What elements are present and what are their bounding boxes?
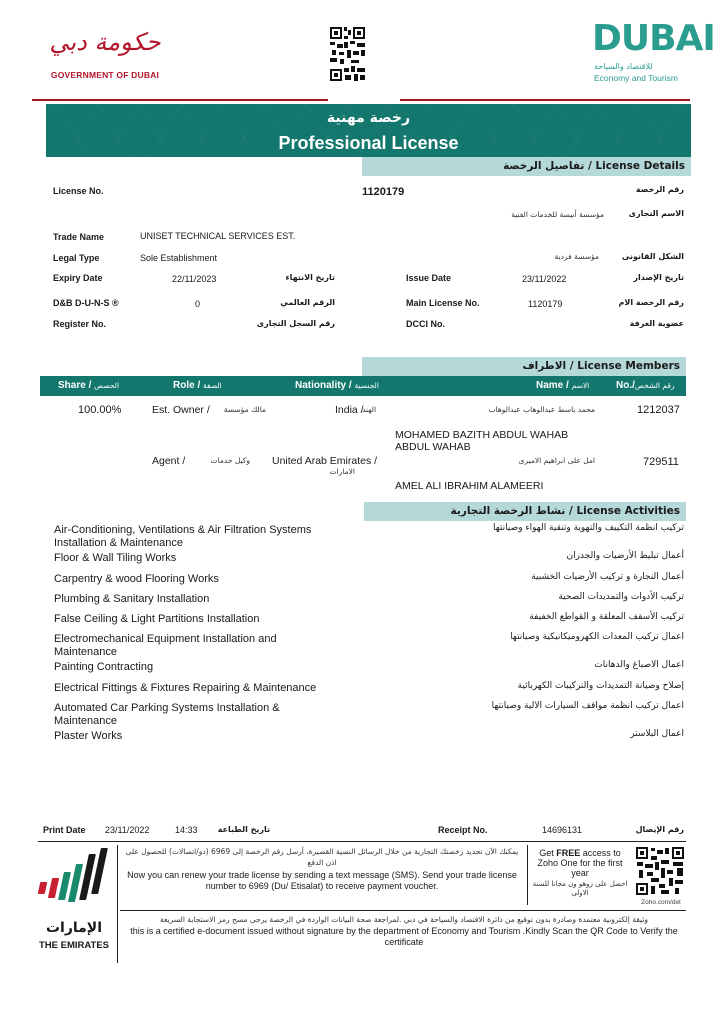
main-license-value: 1120179 xyxy=(528,299,563,309)
member-share: 100.00% xyxy=(78,404,122,416)
duns-label-ar: الرقم العالمي xyxy=(280,298,335,307)
activity-item-ar: اعمال الاصباغ والدهانات xyxy=(594,660,684,670)
register-no-label-ar: رقم السجل التجارى xyxy=(256,319,335,328)
gov-logo-english: GOVERNMENT OF DUBAI xyxy=(50,70,160,80)
issue-date-label-ar: تاريخ الإصدار xyxy=(633,273,684,282)
member-name-ar: امل على ابراهيم الاميرى xyxy=(518,456,595,465)
issue-date-value: 23/11/2022 xyxy=(522,274,567,284)
legal-type-label-ar: الشكل القانونى xyxy=(621,252,684,261)
dcci-no-label: DCCI No. xyxy=(406,319,445,329)
dubai-economy-tourism-logo xyxy=(590,18,715,83)
column-role xyxy=(173,380,222,391)
column-no-en: No./ xyxy=(616,380,635,391)
expiry-date-label-ar: تاريخ الانتهاء xyxy=(285,273,335,282)
footer-divider-vertical xyxy=(117,845,118,963)
header-divider-left xyxy=(32,99,328,101)
column-share xyxy=(58,380,119,391)
zoho-free: FREE xyxy=(556,848,581,858)
issue-date-label: Issue Date xyxy=(406,273,452,283)
license-no-value: 1120179 xyxy=(362,186,405,198)
duns-value: 0 xyxy=(195,299,201,309)
legal-type-value-ar: مؤسسة فردية xyxy=(554,252,599,261)
receipt-no-label-ar: رقم الإيصال xyxy=(635,825,684,834)
activity-item-en: Plumbing & Sanitary Installation xyxy=(54,593,210,605)
trade-name-value: UNISET TECHNICAL SERVICES EST. xyxy=(140,231,296,241)
activity-item-en: False Ceiling & Light Partitions Installation xyxy=(54,613,260,625)
certified-notice-english: this is a certified e-document issued without signature by the department of Economy and Tourism .Kindly Scan the QR Code to Verify the certificate xyxy=(130,926,678,947)
zoho-text-1: Get xyxy=(539,848,557,858)
member-nationality-en: India / xyxy=(335,404,364,416)
column-role-en: Role / xyxy=(173,380,204,391)
member-person-no: 1212037 xyxy=(637,404,680,416)
license-activities-title: License Activities / نشاط الرخصة التجارية xyxy=(450,505,680,517)
register-no-label: Register No. xyxy=(53,319,107,329)
column-person-no xyxy=(616,380,675,391)
print-date-value: 23/11/2022 xyxy=(105,825,150,835)
qr-code-icon xyxy=(329,24,366,84)
print-date-label: Print Date xyxy=(43,825,86,835)
main-license-label-ar: رقم الرخصة الام xyxy=(618,298,684,307)
member-name-ar: محمد باسط عبدالوهاب عبدالوهاب xyxy=(488,405,595,414)
renew-sms-english: Now you can renew your trade license by sending a text message (SMS). Send your trade license number to 6969 (Du/ Etisalat) to receive payment voucher. xyxy=(127,870,517,891)
license-no-label: License No. xyxy=(53,186,104,196)
column-name xyxy=(536,380,589,391)
activity-item-ar: تركيب انظمة التكييف والتهوية وتنقية الهواء وصيانتها xyxy=(493,523,684,533)
print-date-label-ar: تاريخ الطباعة xyxy=(217,825,270,834)
zoho-qr-code-icon[interactable] xyxy=(635,846,685,896)
column-nationality xyxy=(295,380,379,391)
header-divider-right xyxy=(400,99,690,101)
member-role-ar: مالك مؤسسة xyxy=(223,405,266,414)
dubai-logo-word: DUBAI xyxy=(592,18,715,59)
expiry-date-label: Expiry Date xyxy=(53,273,103,283)
zoho-promo-text[interactable] xyxy=(532,848,628,878)
activity-item-en: Automated Car Parking Systems Installation & Maintenance xyxy=(54,702,280,727)
duns-label: D&B D-U-N-S ® xyxy=(53,298,119,308)
activity-item-en: Plaster Works xyxy=(54,730,123,742)
trade-name-label-ar: الاسم التجارى xyxy=(628,209,684,218)
dcci-no-label-ar: عضوية الغرفة xyxy=(629,319,684,328)
column-share-ar: الحصص xyxy=(94,381,120,390)
member-role-ar: وكيل خدمات xyxy=(210,456,250,465)
activity-item-ar: إصلاح وصيانة التمديدات والتركيبات الكهربائية xyxy=(517,681,684,691)
title-english: Professional License xyxy=(278,133,459,153)
activity-item-en: Floor & Wall Tiling Works xyxy=(54,552,177,564)
activity-item-ar: أعمال النجارة و تركيب الأرضيات الخشبية xyxy=(531,572,684,582)
column-share-en: Share / xyxy=(58,380,95,391)
dubai-logo-english: Economy and Tourism xyxy=(594,73,678,83)
column-nationality-ar: الجنسية xyxy=(354,381,379,390)
license-title-banner xyxy=(46,104,691,157)
emirates-bar-red xyxy=(38,882,48,894)
column-name-en: Name / xyxy=(536,380,572,391)
trade-name-label: Trade Name xyxy=(53,232,105,242)
license-details-header xyxy=(362,157,691,176)
activity-item-en: Electromechanical Equipment Installation and Maintenance xyxy=(54,633,277,658)
member-name-en: AMEL ALI IBRAHIM ALAMEERI xyxy=(395,480,544,492)
legal-type-value: Sole Establishment xyxy=(140,253,218,263)
zoho-promo-arabic: احصل على زوهو ون مجانا للسنة الاولى xyxy=(532,880,628,897)
members-table-header xyxy=(40,376,686,396)
license-members-title: License Members / الاطراف xyxy=(522,360,680,372)
dubai-logo-arabic: للاقتصاد والسياحة xyxy=(594,62,653,71)
main-license-label: Main License No. xyxy=(406,298,480,308)
the-emirates-logo xyxy=(36,848,112,958)
activity-item-ar: أعمال تبليط الأرضيات والجدران xyxy=(566,551,684,561)
activity-item-ar: اعمال تركيب انظمة مواقف السيارات الالية وصيانتها xyxy=(491,701,684,711)
certified-notice-arabic: وثيقة إلكترونية معتمدة وصادرة بدون توقيع من دائرة الاقتصاد والسياحة في دبي .لمراجعة صحة البيانات الواردة في الرخصة يرجى مسح رمز الاستجابة السريعة xyxy=(160,915,648,924)
expiry-date-value: 22/11/2023 xyxy=(172,274,217,284)
emirates-logo-english: THE EMIRATES xyxy=(38,940,110,951)
column-role-ar: الصفة xyxy=(203,381,222,390)
column-nationality-en: Nationality / xyxy=(295,380,355,391)
footer-divider-zoho xyxy=(527,845,528,905)
activity-item-en: Electrical Fittings & Fixtures Repairing & Maintenance xyxy=(54,682,317,694)
member-person-no: 729511 xyxy=(643,456,679,468)
gov-logo-arabic: حكومة دبي xyxy=(49,28,161,56)
receipt-no-value: 14696131 xyxy=(542,825,583,835)
footer-divider-top xyxy=(38,841,686,842)
activity-item-ar: تركيب الأسقف المعلقة و القواطع الخفيفة xyxy=(529,612,684,622)
license-no-label-ar: رقم الرخصة xyxy=(635,185,684,194)
trade-name-value-ar: مؤسسة أنيسة للخدمات الفنية xyxy=(511,210,604,219)
member-nationality-en: United Arab Emirates / xyxy=(272,455,378,467)
activity-item-ar: اعمال تركيب المعدات الكهروميكانيكية وصيانتها xyxy=(510,632,684,642)
member-nationality-ar: الامارات xyxy=(329,467,355,476)
column-name-ar: الاسم xyxy=(571,381,590,390)
license-activities-header xyxy=(364,502,686,521)
government-of-dubai-logo xyxy=(40,28,170,83)
footer-divider-middle xyxy=(120,910,686,911)
print-time-value: 14:33 xyxy=(175,825,198,835)
activity-item-en: Air-Conditioning, Ventilations & Air Filtration Systems Installation & Maintenance xyxy=(54,524,312,549)
legal-type-label: Legal Type xyxy=(53,253,100,263)
activity-item-en: Painting Contracting xyxy=(54,661,154,673)
title-arabic: رخصة مهنية xyxy=(326,110,411,126)
emirates-bar-red xyxy=(48,878,59,898)
license-members-header xyxy=(362,357,686,376)
member-name-en: MOHAMED BAZITH ABDUL WAHAB ABDUL WAHAB xyxy=(395,429,569,453)
receipt-no-label: Receipt No. xyxy=(438,825,488,835)
zoho-url[interactable]: Zoho.com/det xyxy=(641,899,681,906)
activity-item-ar: اعمال البلاستر xyxy=(630,729,684,739)
license-details-title: License Details / تفاصيل الرخصة xyxy=(503,160,685,172)
column-no-ar: رقم الشخص xyxy=(634,381,675,390)
member-role-en: Est. Owner / xyxy=(152,404,210,416)
member-nationality-ar: الهند xyxy=(362,405,377,414)
emirates-logo-arabic: الإمارات xyxy=(45,920,103,936)
renew-sms-arabic: يمكنك الآن تجديد رخصتك التجارية من خلال الرسائل النصية القصيرة، أرسل رقم الرخصة إلى 6969 (دو/اتصالات) للحصول على اذن الدفع xyxy=(125,847,519,867)
activity-item-en: Carpentry & wood Flooring Works xyxy=(54,573,219,585)
activity-item-ar: تركيب الأدوات والتمديدات الصحية xyxy=(558,592,684,602)
zoho-text-2: access to Zoho One for the first year xyxy=(537,848,623,878)
member-role-en: Agent / xyxy=(152,455,186,467)
